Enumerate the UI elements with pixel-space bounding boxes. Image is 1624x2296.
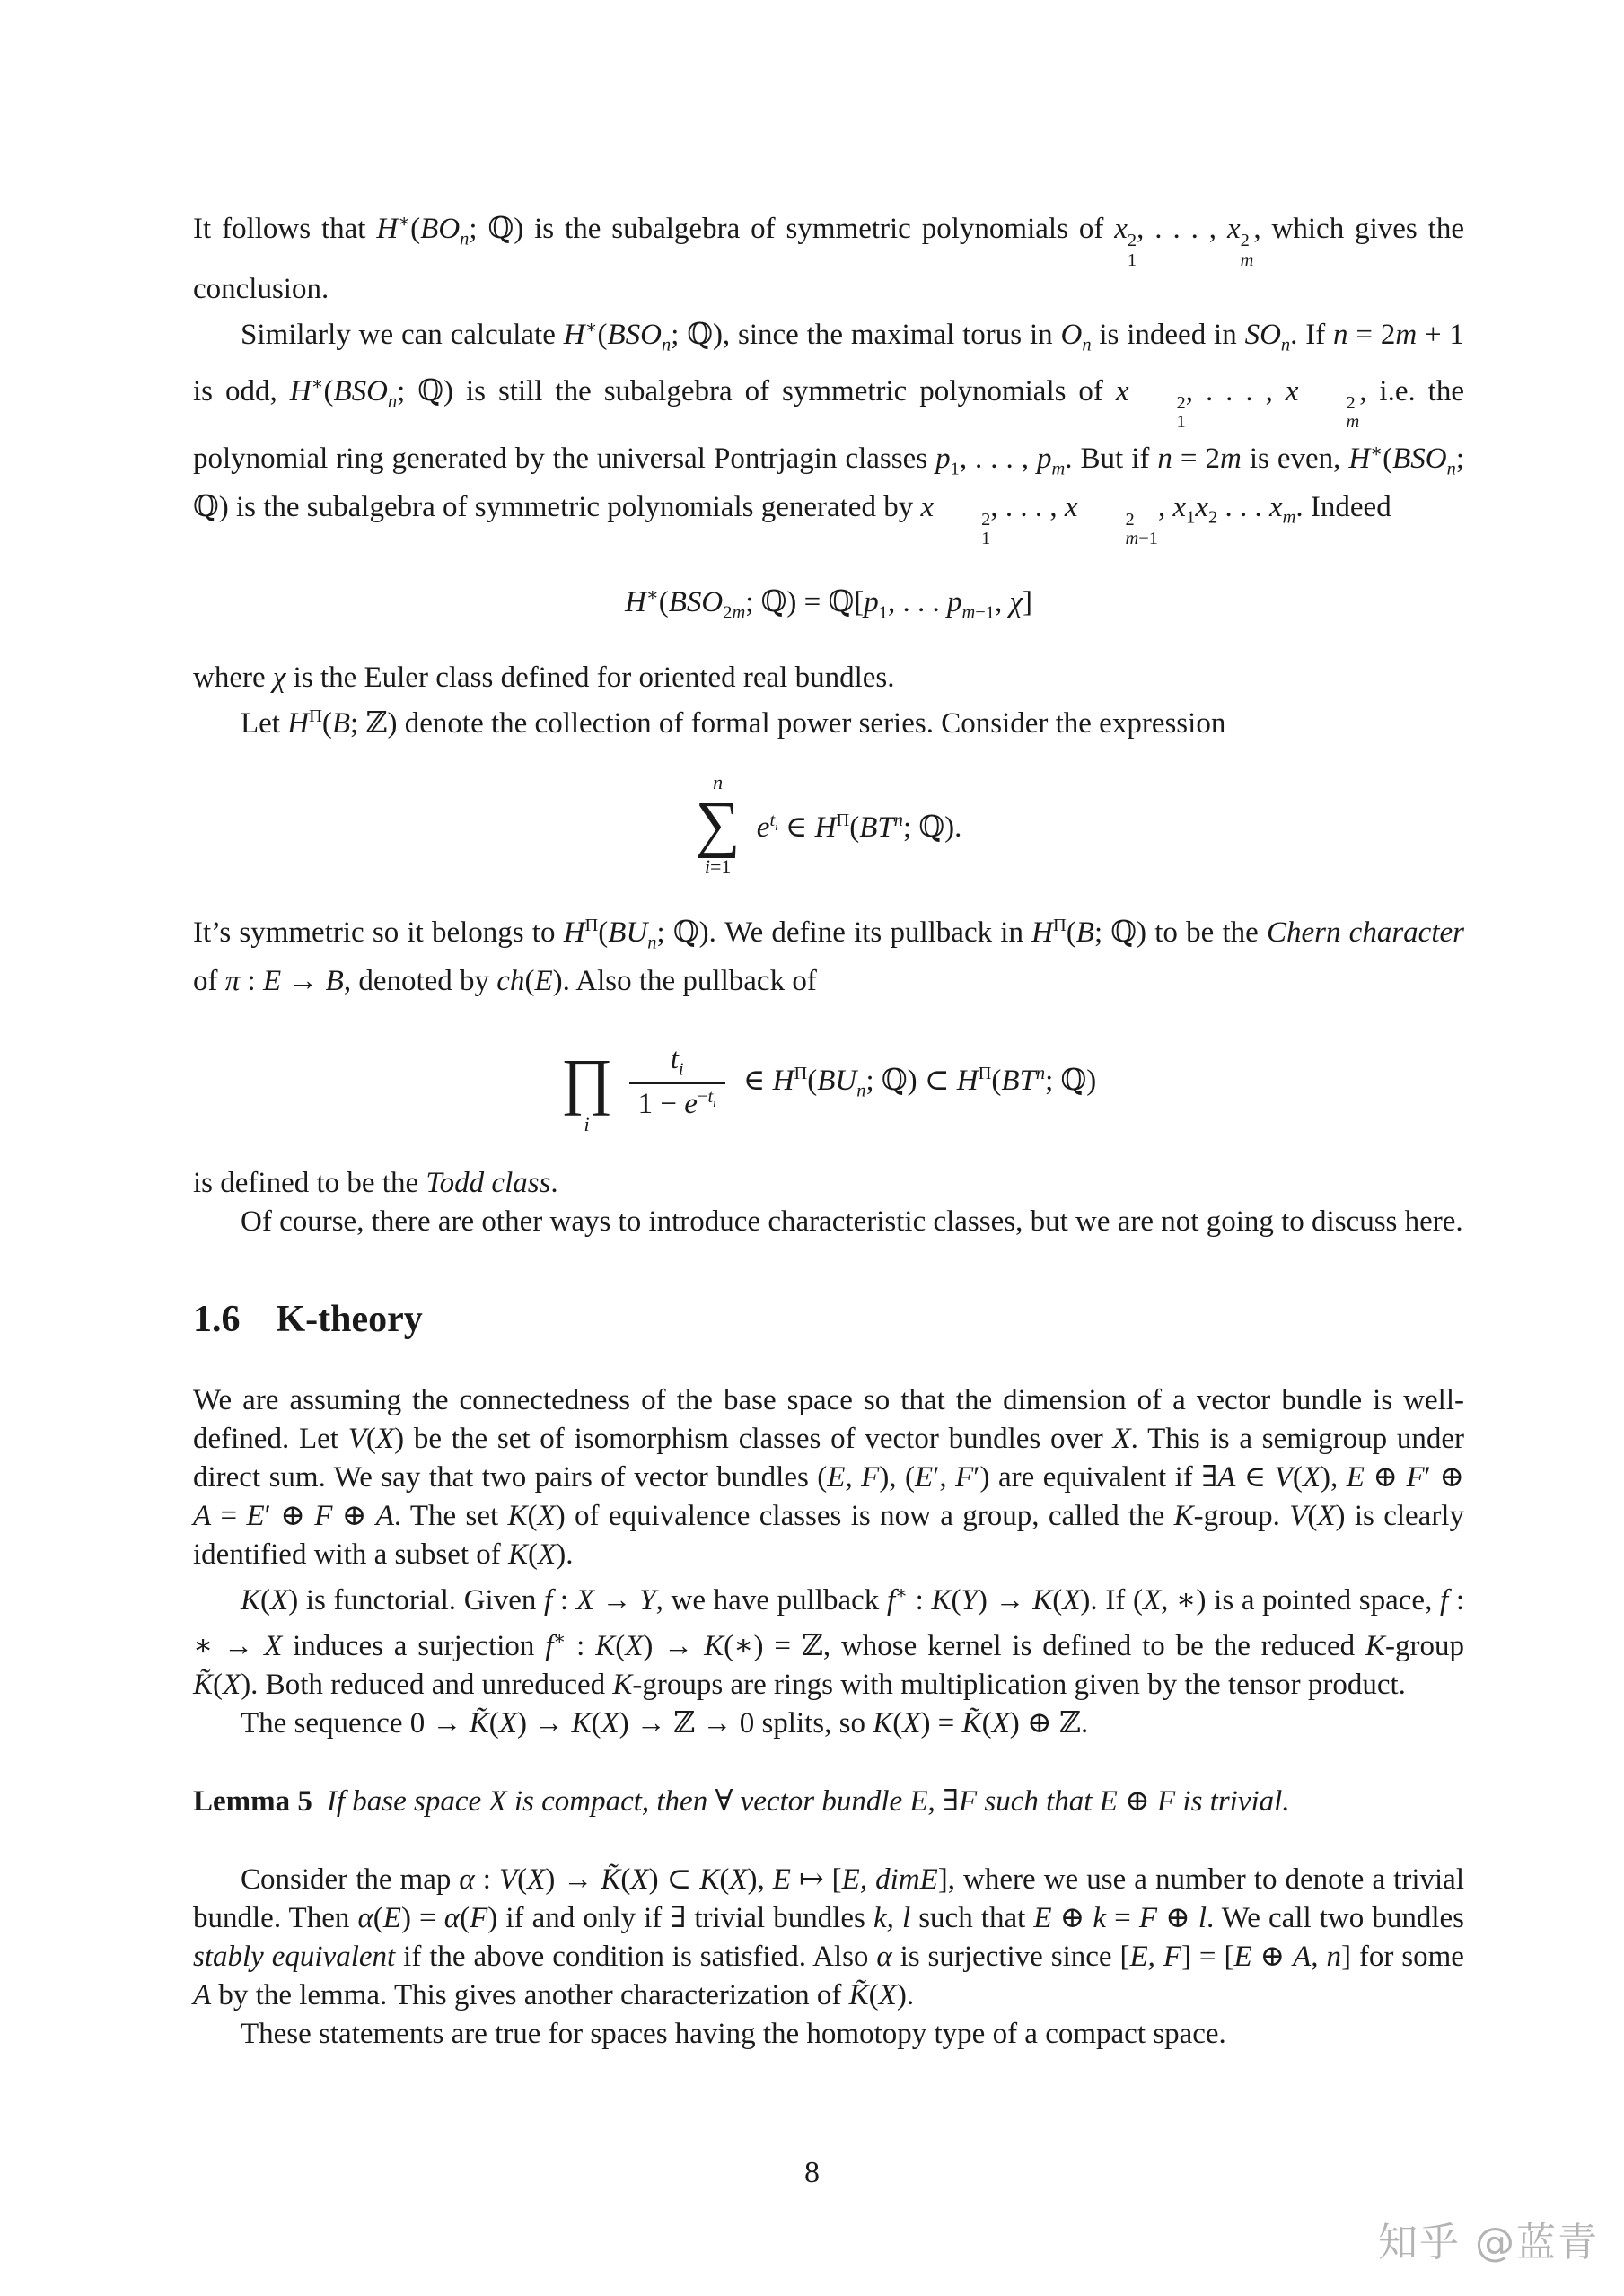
text-column: [193, 203, 1464, 2054]
page-number: 8: [804, 2156, 820, 2189]
section-number: 1.6: [193, 1298, 241, 1340]
display-equation-chern-sum: [193, 770, 1464, 880]
paragraph-other-ways: Of course, there are other ways to introduce characteristic classes, but we are not going to discuss here.: [241, 1205, 1463, 1238]
sum-expression: $e^{t_i}$ ∈ $H^\Pi(BT^n$; ℚ).: [756, 811, 962, 845]
product-expression: ∈ $H^\Pi(BU_n$; ℚ) ⊂ $H^\Pi(BT^n$; ℚ): [742, 1063, 1097, 1101]
big-sum-operator: [696, 770, 741, 880]
display-equation-todd: [193, 1028, 1464, 1137]
big-product-operator: [561, 1028, 613, 1137]
section-title: K-theory: [276, 1298, 423, 1340]
product-symbol: ∏: [560, 1047, 613, 1117]
paragraph-sequence-splits: The sequence 0 → K̃(X) → K(X) → ℤ → 0 splits, so K(X) = K̃(X) ⊕ ℤ.: [241, 1706, 1089, 1740]
paragraph-stably-equivalent: Consider the map α : V(X) → K̃(X) ⊂ K(X), E ↦ [E, dimE], where we use a number to denote a trivial bundle. Then α(E) = α(F) if and only if ∃ trivial bundles k, l such that E ⊕ k = F ⊕ l. We call two bundles stably equivalent if the above condition is satisfied. Also α is surjective since [E, F] = [E ⊕ A, n] for some A by the lemma. This gives another characterization of K̃(X).: [193, 1862, 1464, 2011]
sum-upper-limit: n: [713, 771, 724, 794]
section-heading-k-theory: [193, 1299, 1464, 1340]
paragraph-formal-power-series: Let $H^\Pi(B$; ℤ) denote the collection of formal power series. Consider the expression: [241, 706, 1226, 741]
paragraph-todd-class: is defined to be the Todd class.: [193, 1166, 558, 1199]
paragraph-bso-calculation: Similarly we can calculate $H^∗(BSO_n$; ℚ), since the maximal torus in $O_n$ is indeed in $SO_n$. If n = 2m + 1 is odd, $H^∗(BSO_n$; ℚ) is still the subalgebra of symmetric polynomials of x 2 1 , . . . , x 2 m , i.e. the polynomial ring generated by the universal Pontrjagin classes $p_1$, . . . , $p_m$. But if n = 2m is even, $H^∗(BSO_n$; ℚ) is the subalgebra of symmetric polynomials generated by x 2 1 , . . . , x 2 m−1 , $x_1x_2$ . . . $x_m$. Indeed: [193, 318, 1465, 549]
sum-lower-limit: i=1: [704, 855, 732, 879]
paragraph-k-group-definition: We are assuming the connectedness of the base space so that the dimension of a vector bundle is well-defined. Let V(X) be the set of isomorphism classes of vector bundles over X. This is a semigroup under direct sum. We say that two pairs of vector bundles (E, F), (E′, F′) are equivalent if ∃A ∈ V(X), E ⊕ F′ ⊕ A = E′ ⊕ F ⊕ A. The set K(X) of equivalence classes is now a group, called the K-group. V(X) is clearly identified with a subset of K(X).: [193, 1383, 1464, 1571]
watermark: 知乎 @蓝青: [1378, 2220, 1599, 2265]
fraction: [629, 1040, 725, 1125]
paragraph-k-functorial: K(X) is functorial. Given f : X → Y, we have pullback f∗ : K(Y) → K(X). If (X, ∗) is a pointed space, f : ∗ → X induces a surjection f∗ : K(X) → K(∗) = ℤ, whose kernel is defined to be the reduced K-group K̃(X). Both reduced and unreduced K-groups are rings with multiplication given by the tensor product.: [193, 1582, 1465, 1701]
fraction-denominator: $1 - e^{-t_i}$: [629, 1082, 725, 1125]
equation-bso: $H^∗(BSO_{2m}$; ℚ) = $ℚ[p_1$, . . . $p_{m-1}$, χ]: [625, 584, 1032, 623]
paragraph-homotopy-type: These statements are true for spaces having the homotopy type of a compact space.: [241, 2017, 1226, 2050]
paragraph-bo-conclusion: It follows that $H^∗(BO_n$; ℚ) is the subalgebra of symmetric polynomials of x 2 1 , . . . , x 2 m , which gives the conclusion.: [193, 212, 1464, 306]
sum-symbol: ∑: [695, 789, 741, 859]
paragraph-euler-class: where χ is the Euler class defined for oriented real bundles.: [193, 662, 895, 695]
lemma-body: If base space X is compact, then ∀ vector bundle E, ∃F such that E ⊕ F is trivial.: [326, 1784, 1290, 1818]
lemma-5: [193, 1783, 1464, 1821]
product-lower-limit: i: [584, 1113, 590, 1136]
display-equation-bso: [193, 576, 1464, 633]
paragraph-chern-character: It’s symmetric so it belongs to $H^\Pi(BU_n$; ℚ). We define its pullback in $H^\Pi(B$; ℚ) to be the Chern character of π : E → B, denoted by ch(E). Also the pullback of: [193, 915, 1464, 998]
fraction-numerator: $t_i$: [670, 1043, 684, 1080]
lemma-label: Lemma 5: [193, 1784, 312, 1818]
